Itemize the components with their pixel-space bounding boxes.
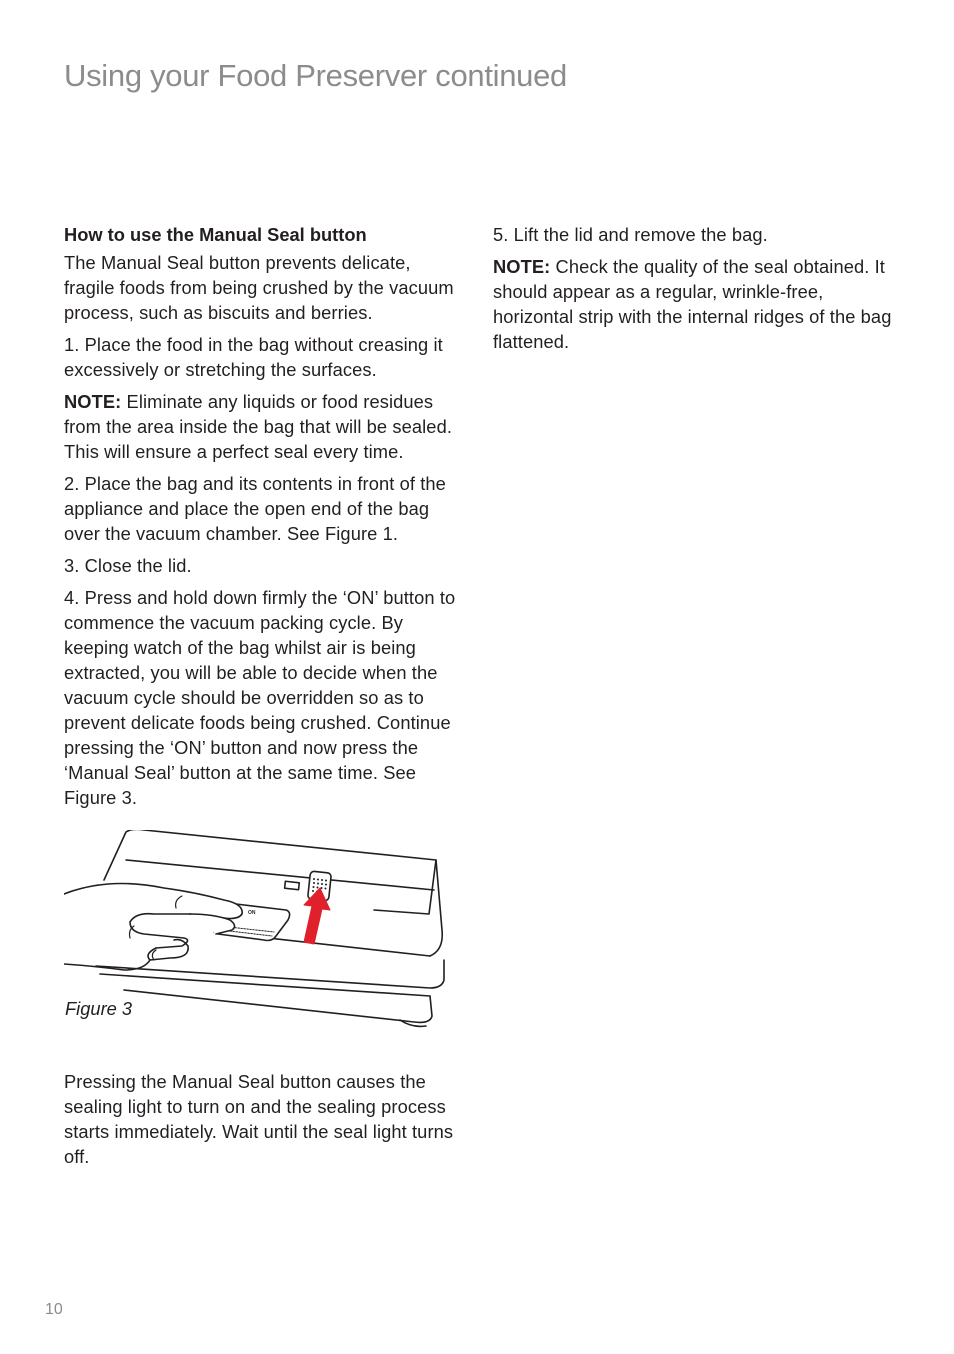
intro-paragraph: The Manual Seal button prevents delicate, fragile foods from being crushed by the vacuum process, such as biscuits and berries. xyxy=(64,252,454,323)
step-2: 2. Place the bag and its contents in front of the appliance and place the open end of the bag over the vacuum chamber. See Figure 1. xyxy=(64,473,446,544)
note-text: Eliminate any liquids or food residues from the area inside the bag that will be sealed. This will ensure a perfect seal every time. xyxy=(64,391,453,462)
figure-3 xyxy=(64,830,459,1045)
note-label: NOTE: xyxy=(64,391,122,412)
figure-caption: Figure 3 xyxy=(65,998,133,1019)
step-4: 4. Press and hold down firmly the ‘ON’ button to commence the vacuum packing cycle. By keeping watch of the bag whilst air is being extracted, you will be able to decide when the vacuum cycle should be overridden so as to prevent delicate foods being crushed. Continue pressing the ‘ON’ button and now press the ‘Manual Seal’ button at the same time. See Figure 3. xyxy=(64,587,456,808)
step-3: 3. Close the lid. xyxy=(64,555,192,576)
right-column xyxy=(493,222,893,361)
note-2 xyxy=(493,254,893,354)
left-column xyxy=(64,222,459,1169)
after-figure-paragraph: Pressing the Manual Seal button causes the sealing light to turn on and the sealing process starts immediately. Wait until the seal light turns off. xyxy=(64,1071,454,1167)
step-1: 1. Place the food in the bag without creasing it excessively or stretching the surfaces. xyxy=(64,334,443,380)
note-label: NOTE: xyxy=(493,256,551,277)
step-5: 5. Lift the lid and remove the bag. xyxy=(493,224,768,245)
page-number: 10 xyxy=(45,1301,63,1318)
note-1 xyxy=(64,389,459,464)
page-title: Using your Food Preserver continued xyxy=(64,58,567,93)
note-text: Check the quality of the seal obtained. It should appear as a regular, wrinkle-free, horizontal strip with the internal ridges of the bag flattened. xyxy=(493,256,892,352)
on-button-label: ON xyxy=(248,910,256,916)
section-heading: How to use the Manual Seal button xyxy=(64,224,367,245)
